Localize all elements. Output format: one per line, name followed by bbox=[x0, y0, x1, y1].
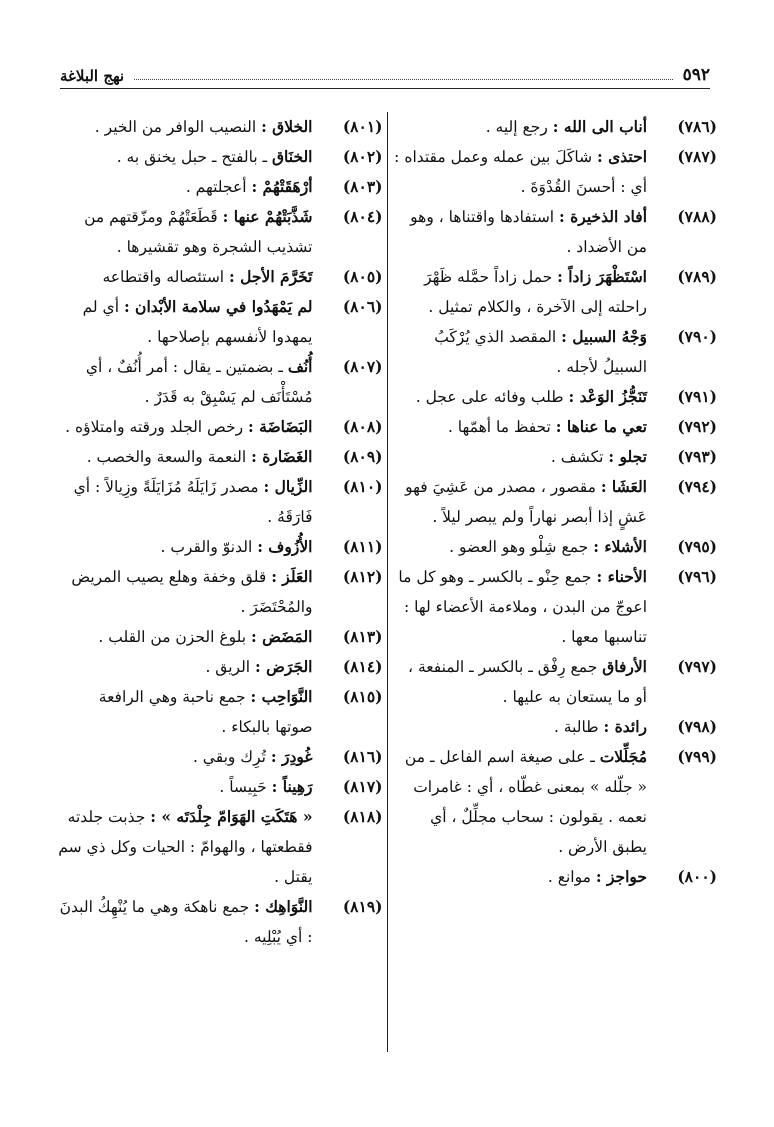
entry-term: لم يَمْهَدُوا في سلامة الأبْدان : bbox=[123, 297, 313, 316]
entry-term: تَخَرَّمَ الأجل : bbox=[229, 267, 313, 286]
entry-body bbox=[57, 562, 313, 622]
glossary-entry bbox=[57, 562, 383, 622]
entry-term: الخلاق : bbox=[261, 117, 313, 136]
entry-definition: بلوغ الحزن من القلب . bbox=[98, 628, 251, 646]
entry-term: العَشَا : bbox=[600, 477, 647, 496]
entry-term: « هَتَكَتِ الهَوَامّ جِلْدَتَه » : bbox=[150, 807, 313, 826]
glossary-entry bbox=[57, 292, 383, 352]
entry-body bbox=[57, 772, 313, 802]
page-number: ٥٩٢ bbox=[682, 65, 710, 85]
entry-body bbox=[57, 292, 313, 352]
glossary-entry bbox=[57, 172, 383, 202]
entry-body bbox=[392, 562, 648, 652]
entry-definition: ـ بالفتح ـ حبل يخنق به . bbox=[116, 148, 273, 166]
glossary-entry bbox=[57, 802, 383, 892]
entry-definition: حمل زاداً حمَّله ظَهْرَ راحلته إلى الآخرة ، والكلام تمثيل . bbox=[424, 268, 647, 316]
entry-body bbox=[392, 532, 648, 562]
entry-term: الزِّيال : bbox=[263, 477, 313, 496]
entry-definition: جذبت جلدته فقطعتها ، والهوامّ : الحيات وكل ذي سم يقتل . bbox=[58, 808, 313, 886]
entry-number: (٨٠٥) bbox=[342, 267, 383, 286]
glossary-entry bbox=[392, 112, 718, 142]
entry-body bbox=[57, 412, 313, 442]
entry-term: أفاد الذخيرة : bbox=[559, 207, 647, 226]
glossary-entry bbox=[57, 112, 383, 142]
entry-number: (٨٠٩) bbox=[342, 447, 383, 466]
entry-number: (٨٠٠) bbox=[677, 867, 717, 886]
entry-body bbox=[57, 652, 313, 682]
book-title: نهج البلاغة bbox=[60, 67, 125, 85]
entry-definition: المقصد الذي يُرْكَبُ السبيلُ لأجله . bbox=[434, 328, 647, 376]
entry-term: تَنَجُّزُ الوَعْد : bbox=[568, 387, 647, 406]
entry-definition: الدنوّ والقرب . bbox=[160, 538, 258, 556]
entry-body bbox=[57, 202, 313, 262]
glossary-entry bbox=[392, 142, 718, 202]
entry-number: (٧٩٣) bbox=[677, 447, 717, 466]
entry-number: (٨٠٢) bbox=[342, 147, 383, 166]
right-column bbox=[392, 112, 718, 1072]
glossary-entry bbox=[392, 742, 718, 862]
glossary-entry bbox=[57, 772, 383, 802]
entry-number: (٨١٠) bbox=[342, 477, 383, 496]
entry-body bbox=[57, 112, 313, 142]
entry-number: (٧٩٠) bbox=[677, 327, 717, 346]
entry-definition: جمع ناحبة وهي الرافعة صوتها بالبكاء . bbox=[98, 688, 313, 736]
entry-number: (٨٠٤) bbox=[342, 207, 383, 226]
entry-body bbox=[392, 112, 648, 142]
entry-definition: الريق . bbox=[205, 658, 256, 676]
entry-number: (٧٨٩) bbox=[677, 267, 717, 286]
entry-definition: جمع حِنْو ـ بالكسر ـ وهو كل ما اعوجّ من البدن ، وملاءمة الأعضاء لها : تناسبها معها . bbox=[398, 568, 647, 646]
entry-number: (٨٠١) bbox=[342, 117, 383, 136]
entry-term: الخنَاق bbox=[272, 147, 313, 166]
entry-definition: مقصور ، مصدر من عَشِيَ فهو عَشٍ إذا أبصر نهاراً ولم يبصر ليلاً . bbox=[405, 478, 647, 526]
entry-term: أُنُف bbox=[287, 357, 313, 376]
entry-definition: أعجلتهم . bbox=[185, 178, 252, 196]
entry-number: (٧٨٦) bbox=[677, 117, 717, 136]
glossary-entry bbox=[392, 382, 718, 412]
entry-term: الأُزُوف : bbox=[257, 537, 313, 556]
entry-number: (٧٨٨) bbox=[677, 207, 717, 226]
entry-term: العَلَز : bbox=[271, 567, 313, 586]
header-dotted-rule bbox=[134, 79, 672, 80]
entry-term: الأشلاء : bbox=[593, 537, 647, 556]
entry-term: غُودِرَ : bbox=[270, 747, 313, 766]
entry-body bbox=[57, 742, 313, 772]
entry-term: اسْتَظْهَرَ زاداً : bbox=[557, 267, 647, 286]
entry-definition: استفادها واقتناها ، وهو من الأضداد . bbox=[410, 208, 647, 256]
entry-number: (٨١٥) bbox=[342, 687, 383, 706]
entry-term: الجَرَض : bbox=[255, 657, 313, 676]
glossary-entry bbox=[392, 532, 718, 562]
entry-body bbox=[57, 142, 313, 172]
entry-definition: شاكَلَ بين عمله وعمل مقتداه : أي : أحسنَ القُدْوَةَ . bbox=[394, 148, 647, 196]
entry-number: (٧٩١) bbox=[677, 387, 717, 406]
entry-number: (٧٩٢) bbox=[677, 417, 717, 436]
glossary-entry bbox=[57, 532, 383, 562]
glossary-entry bbox=[57, 352, 383, 412]
entry-number: (٨١٧) bbox=[342, 777, 383, 796]
entry-term: رَهِيناً : bbox=[271, 777, 313, 796]
entry-definition: رجع إليه . bbox=[485, 118, 553, 136]
entry-number: (٨١٩) bbox=[342, 897, 383, 916]
glossary-entry bbox=[392, 442, 718, 472]
entry-definition: جمع ناهكة وهي ما يُنْهِكُ البدنَ : أي يُبْلِيه . bbox=[59, 898, 313, 946]
entry-number: (٨٠٧) bbox=[342, 357, 383, 376]
entry-term: حواجز : bbox=[595, 867, 647, 886]
entry-number: (٨٠٨) bbox=[342, 417, 383, 436]
glossary-entry bbox=[57, 682, 383, 742]
glossary-entry bbox=[392, 412, 718, 442]
entry-body bbox=[392, 382, 648, 412]
entry-body bbox=[392, 202, 648, 262]
entry-definition: موانع . bbox=[547, 868, 596, 886]
glossary-entry bbox=[392, 652, 718, 712]
entry-number: (٧٨٧) bbox=[677, 147, 717, 166]
entry-definition: جمع رِفْق ـ بالكسر ـ المنفعة ، أو ما يستعان به عليها . bbox=[408, 658, 647, 706]
entry-term: أرْهَقَتْهُمْ : bbox=[251, 177, 313, 196]
entry-term: أناب الى الله : bbox=[552, 117, 647, 136]
entry-term: المَضَض : bbox=[250, 627, 313, 646]
entry-body bbox=[392, 862, 648, 892]
glossary-columns bbox=[57, 112, 717, 1072]
entry-term: النَّوَاحِب : bbox=[250, 687, 313, 706]
entry-number: (٧٩٧) bbox=[677, 657, 717, 676]
entry-number: (٨٠٣) bbox=[342, 177, 383, 196]
column-divider bbox=[387, 112, 388, 1052]
entry-definition: طالبة . bbox=[553, 718, 604, 736]
glossary-entry bbox=[57, 472, 383, 532]
glossary-entry bbox=[392, 472, 718, 532]
entry-definition: تكشف . bbox=[550, 448, 609, 466]
entry-body bbox=[57, 352, 313, 412]
entry-definition: تُرِك وبقي . bbox=[192, 748, 271, 766]
entry-body bbox=[392, 712, 648, 742]
glossary-entry bbox=[57, 202, 383, 262]
entry-number: (٨١٦) bbox=[342, 747, 383, 766]
entry-term: الأحناء : bbox=[596, 567, 647, 586]
entry-term: النَّوَاهِك : bbox=[254, 897, 313, 916]
entry-term: الأرفاق bbox=[602, 657, 647, 676]
entry-number: (٧٩٥) bbox=[677, 537, 717, 556]
entry-body bbox=[57, 532, 313, 562]
entry-number: (٧٩٤) bbox=[677, 477, 717, 496]
entry-number: (٧٩٨) bbox=[677, 717, 717, 736]
entry-definition: ـ على صيغة اسم الفاعل ـ من « جلّله » بمعنى غطّاه ، أي : غامرات نعمه . يقولون : سحاب مجلِّلٌ ، أي يطبق الأرض . bbox=[404, 748, 647, 856]
glossary-entry bbox=[392, 712, 718, 742]
entry-body bbox=[392, 412, 648, 442]
entry-definition: استئصاله واقتطاعه bbox=[102, 268, 230, 286]
entry-term: الغَضَارة : bbox=[251, 447, 313, 466]
entry-term: رائدة : bbox=[603, 717, 647, 736]
entry-body bbox=[57, 472, 313, 532]
glossary-entry bbox=[57, 412, 383, 442]
entry-term: شَذَّبَتْهُمْ عنها : bbox=[222, 207, 313, 226]
glossary-entry bbox=[392, 262, 718, 322]
entry-body bbox=[57, 622, 313, 652]
entry-number: (٨١٤) bbox=[342, 657, 383, 676]
entry-definition: حَبِيساً . bbox=[219, 778, 272, 796]
glossary-entry bbox=[57, 652, 383, 682]
entry-body bbox=[57, 442, 313, 472]
entry-term: مُجَلِّلات bbox=[599, 747, 647, 766]
entry-body bbox=[57, 172, 313, 202]
entry-body bbox=[392, 652, 648, 712]
left-column bbox=[57, 112, 383, 1072]
entry-body bbox=[57, 892, 313, 952]
glossary-entry bbox=[57, 742, 383, 772]
entry-body bbox=[392, 442, 648, 472]
entry-body bbox=[392, 472, 648, 532]
entry-definition: قَطَعَتْهُمْ ومزّقتهم من تشذيب الشجرة وهو تقشيرها . bbox=[84, 208, 313, 256]
glossary-entry bbox=[57, 442, 383, 472]
glossary-entry bbox=[392, 202, 718, 262]
entry-definition: أي لم يمهدوا لأنفسهم بإصلاحها . bbox=[82, 298, 313, 346]
entry-body bbox=[57, 262, 313, 292]
glossary-entry bbox=[392, 562, 718, 652]
entry-definition: النعمة والسعة والخصب . bbox=[86, 448, 252, 466]
glossary-entry bbox=[392, 322, 718, 382]
page-header bbox=[60, 58, 710, 89]
entry-number: (٧٩٦) bbox=[677, 567, 717, 586]
entry-definition: جمع شِلْو وهو العضو . bbox=[449, 538, 594, 556]
entry-definition: تحفظ ما أهمّها . bbox=[447, 418, 556, 436]
entry-term: تعي ما عناها : bbox=[555, 417, 647, 436]
glossary-entry bbox=[57, 892, 383, 952]
entry-body bbox=[392, 742, 648, 862]
entry-term: البَضَاضَة : bbox=[248, 417, 313, 436]
entry-definition: ـ بضمتين ـ يقال : أمر أُنُفٌ ، أي مُسْتَأْنَف لم يَسْبِقْ به قَدَرٌ . bbox=[85, 358, 313, 406]
entry-number: (٨١١) bbox=[342, 537, 383, 556]
entry-definition: النصيب الوافر من الخير . bbox=[94, 118, 262, 136]
entry-definition: قلق وخفة وهلع يصيب المريض والمُحْتَضَرَ . bbox=[71, 568, 313, 616]
entry-body bbox=[392, 142, 648, 202]
entry-definition: مصدر زَايَلَهُ مُزَايَلَةً وزِيالاً : أي فَارَقَهُ . bbox=[73, 478, 313, 526]
entry-definition: طلب وفائه على عجل . bbox=[415, 388, 569, 406]
glossary-entry bbox=[57, 622, 383, 652]
entry-body bbox=[57, 802, 313, 892]
glossary-entry bbox=[392, 862, 718, 892]
entry-number: (٨١٣) bbox=[342, 627, 383, 646]
glossary-entry bbox=[57, 142, 383, 172]
glossary-entry bbox=[57, 262, 383, 292]
entry-number: (٨١٢) bbox=[342, 567, 383, 586]
entry-body bbox=[57, 682, 313, 742]
entry-number: (٧٩٩) bbox=[677, 747, 717, 766]
entry-body bbox=[392, 322, 648, 382]
entry-term: وَجْهُ السبيل : bbox=[561, 327, 647, 346]
entry-definition: رخص الجلد ورقته وامتلاؤه . bbox=[65, 418, 249, 436]
entry-term: احتذى : bbox=[597, 147, 647, 166]
entry-number: (٨١٨) bbox=[342, 807, 383, 826]
entry-term: تجلو : bbox=[608, 447, 647, 466]
entry-body bbox=[392, 262, 648, 322]
entry-number: (٨٠٦) bbox=[342, 297, 383, 316]
